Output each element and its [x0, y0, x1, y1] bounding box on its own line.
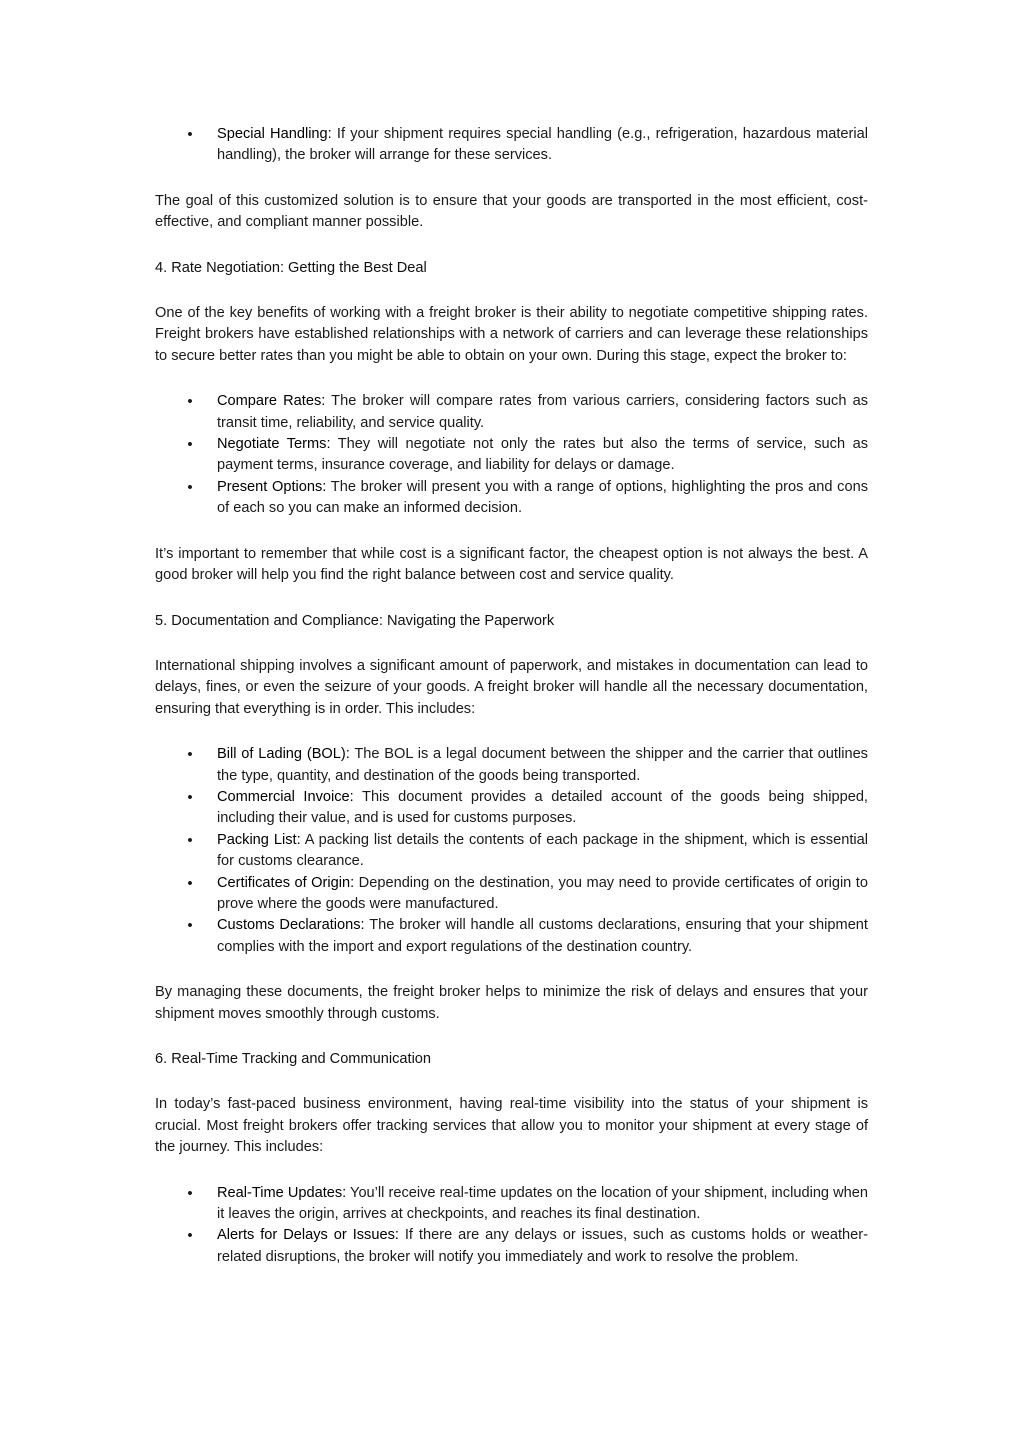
- list-item-text: The broker will handle all customs declarations, ensuring that your shipment complies with the import and export regulations of the destination country.: [217, 917, 868, 955]
- list-item-text: You’ll receive real-time updates on the location of your shipment, including when it leaves the origin, arrives at checkpoints, and reaches its final destination.: [217, 1184, 868, 1223]
- list-item-text: Depending on the destination, you may need to provide certificates of origin to prove where the goods were manufactured.: [217, 874, 868, 912]
- bullet-icon: •: [187, 917, 193, 935]
- goal-paragraph: The goal of this customized solution is to ensure that your goods are transported in the most efficient, cost-effective, and compliant manner possible.: [155, 192, 868, 231]
- list-item-term: Present Options:: [217, 478, 327, 495]
- document-body: [155, 124, 868, 1292]
- section-4-paragraph: One of the key benefits of working with a freight broker is their ability to negotiate competitive shipping rates. Freight brokers have established relationships with a network of carriers and can leverage these relationships to secure better rates than you might be able to obtain on your own. During this stage, expect the broker to:: [155, 305, 868, 364]
- list-item: [155, 873, 868, 916]
- list-item-term: Packing List:: [217, 831, 301, 848]
- list-item-term: Special Handling:: [217, 126, 332, 142]
- section-6-paragraph: In today’s fast-paced business environment, having real-time visibility into the status of your shipment is crucial. Most freight brokers offer tracking services that allow you to monitor your shipment at every stage of the journey. This includes:: [155, 1096, 868, 1156]
- bullet-icon: •: [187, 874, 193, 892]
- list-item: [155, 1183, 868, 1226]
- list-item: [155, 434, 868, 477]
- list-item-text: The broker will present you with a range of options, highlighting the pros and cons of each so you can make an informed decision.: [217, 478, 868, 517]
- bullet-icon: •: [187, 1184, 193, 1202]
- list-item: [155, 744, 868, 787]
- list-item-text: If your shipment requires special handling (e.g., refrigeration, hazardous material handling), the broker will arrange for these services.: [217, 126, 868, 164]
- list-item: [155, 830, 868, 873]
- bullet-icon: •: [187, 478, 193, 496]
- list-item-text: The BOL is a legal document between the shipper and the carrier that outlines the type, quantity, and destination of the goods being transported.: [217, 746, 868, 784]
- list-item-term: Real-Time Updates:: [217, 1184, 347, 1201]
- list-item-text: This document provides a detailed account of the goods being shipped, including their value, and is used for customs purposes.: [217, 788, 868, 827]
- list-item-term: Certificates of Origin:: [217, 874, 355, 891]
- bullet-icon: •: [187, 831, 193, 849]
- list-item-term: Bill of Lading (BOL):: [217, 746, 350, 763]
- list-item: [155, 391, 868, 434]
- section-5-list: [155, 744, 868, 958]
- list-item: [155, 477, 868, 520]
- section-4-heading: 4. Rate Negotiation: Getting the Best Deal: [155, 259, 427, 276]
- list-item: [155, 1225, 868, 1268]
- list-item-text: The broker will compare rates from various carriers, considering factors such as transit time, reliability, and service quality.: [217, 393, 868, 431]
- bullet-icon: •: [187, 393, 193, 411]
- section-4-list: [155, 391, 868, 519]
- section-6-heading: 6. Real-Time Tracking and Communication: [155, 1051, 432, 1067]
- list-item-term: Negotiate Terms:: [217, 436, 331, 453]
- bullet-icon: •: [187, 126, 193, 143]
- list-item-term: Customs Declarations:: [217, 917, 365, 934]
- list-item-term: Commercial Invoice:: [217, 788, 354, 805]
- bullet-icon: •: [187, 746, 193, 764]
- bullet-icon: •: [187, 788, 193, 806]
- section-5-heading: 5. Documentation and Compliance: Navigating the Paperwork: [155, 612, 555, 629]
- list-item: [155, 124, 868, 167]
- list-item-term: Alerts for Delays or Issues:: [217, 1227, 399, 1244]
- special-handling-list: [155, 124, 868, 167]
- list-item-text: A packing list details the contents of each package in the shipment, which is essential for customs clearance.: [217, 831, 868, 870]
- bullet-icon: •: [187, 436, 193, 454]
- list-item-text: If there are any delays or issues, such as customs holds or weather-related disruptions, the broker will notify you immediately and work to resolve the problem.: [217, 1227, 868, 1265]
- section-4-closing-paragraph: It’s important to remember that while cost is a significant factor, the cheapest option is not always the best. A good broker will help you find the right balance between cost and service quality.: [155, 545, 868, 584]
- list-item: [155, 915, 868, 958]
- section-5-closing-paragraph: By managing these documents, the freight broker helps to minimize the risk of delays and ensures that your shipment moves smoothly through customs.: [155, 984, 868, 1022]
- bullet-icon: •: [187, 1227, 193, 1245]
- section-6-list: [155, 1183, 868, 1269]
- section-5-paragraph: International shipping involves a significant amount of paperwork, and mistakes in documentation can lead to delays, fines, or even the seizure of your goods. A freight broker will handle all the necessary documentation, ensuring that everything is in order. This includes:: [155, 657, 868, 717]
- list-item: [155, 787, 868, 830]
- list-item-term: Compare Rates:: [217, 393, 326, 410]
- list-item-text: They will negotiate not only the rates but also the terms of service, such as payment terms, insurance coverage, and liability for delays or damage.: [217, 436, 868, 474]
